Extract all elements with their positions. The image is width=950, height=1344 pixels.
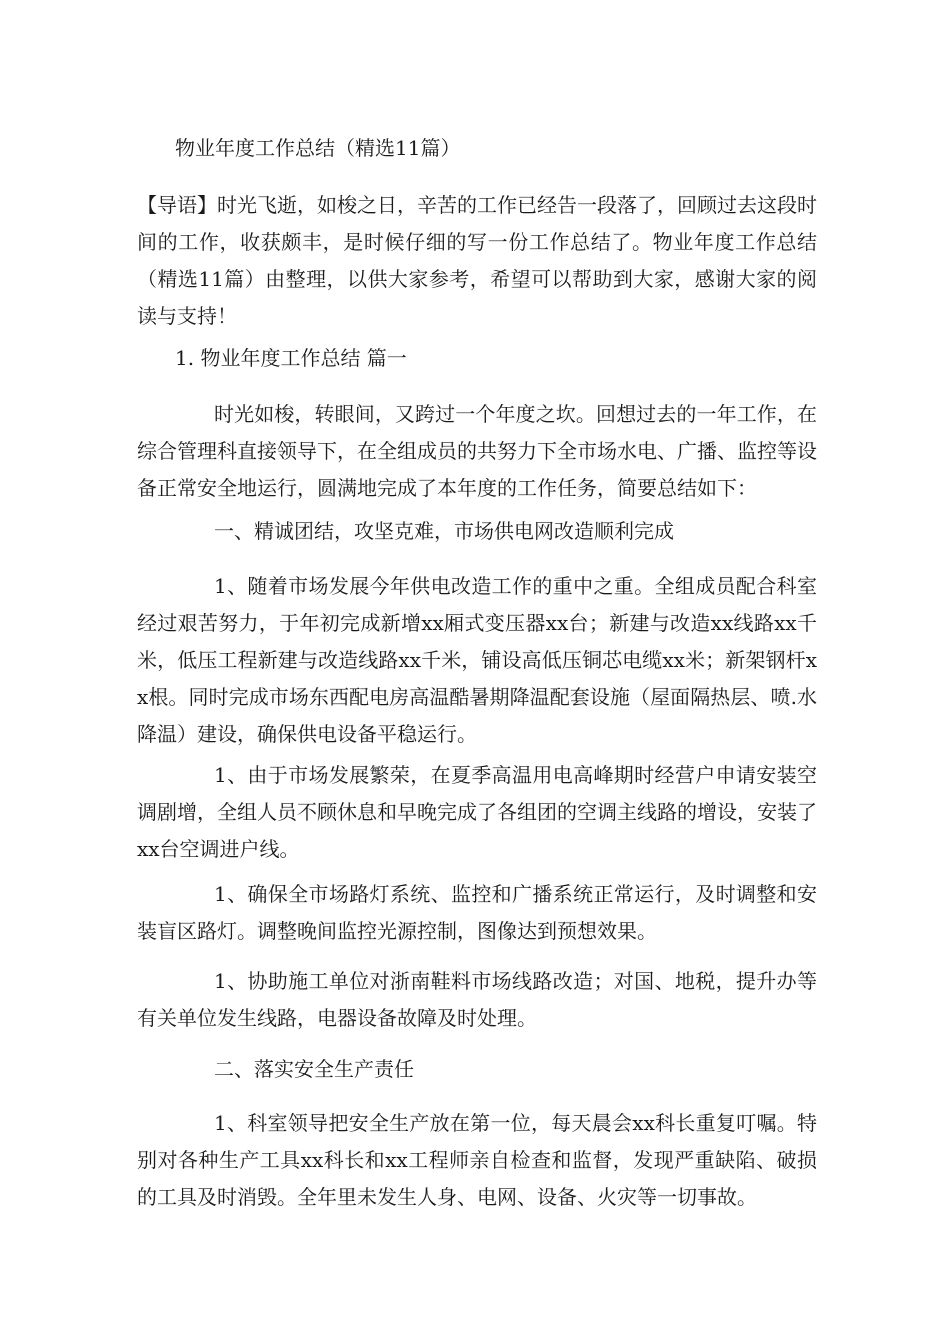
subheading-2: 二、落实安全生产责任 bbox=[214, 1057, 414, 1081]
paragraph-item-c: 1、确保全市场路灯系统、监控和广播系统正常运行，及时调整和安装盲区路灯。调整晚间监控光源控制，图像达到预想效果。 bbox=[137, 882, 817, 943]
subheading-1: 一、精诚团结，攻坚克难，市场供电网改造顺利完成 bbox=[214, 519, 674, 543]
document-title: 物业年度工作总结（精选11篇） bbox=[175, 136, 461, 160]
paragraph-item-b: 1、由于市场发展繁荣，在夏季高温用电高峰期时经营户申请安装空调剧增，全组人员不顾休息和早晚完成了各组团的空调主线路的增设，安装了xx台空调进户线。 bbox=[137, 763, 817, 861]
intro-paragraph: 【导语】时光飞逝，如梭之日，辛苦的工作已经告一段落了，回顾过去这段时间的工作，收获颇丰，是时候仔细的写一份工作总结了。物业年度工作总结（精选11篇）由整理，以供大家参考，希望可以帮助到大家，感谢大家的阅读与支持！ bbox=[137, 193, 817, 328]
opening-paragraph: 时光如梭，转眼间，又跨过一个年度之坎。回想过去的一年工作，在综合管理科直接领导下，在全组成员的共努力下全市场水电、广播、监控等设备正常安全地运行，圆满地完成了本年度的工作任务，简要总结如下： bbox=[137, 402, 817, 500]
paragraph-item-a: 1、随着市场发展今年供电改造工作的重中之重。全组成员配合科室经过艰苦努力，于年初完成新增xx厢式变压器xx台；新建与改造xx线路xx千米，低压工程新建与改造线路xx千米，铺设高低压铜芯电缆xx米；新架钢杆xx根。同时完成市场东西配电房高温酷暑期降温配套设施（屋面隔热层、喷.水降温）建设，确保供电设备平稳运行。 bbox=[137, 574, 817, 746]
paragraph-item-d: 1、协助施工单位对浙南鞋料市场线路改造；对国、地税，提升办等有关单位发生线路，电器设备故障及时处理。 bbox=[137, 969, 817, 1030]
paragraph-item-e: 1、科室领导把安全生产放在第一位，每天晨会xx科长重复叮嘱。特别对各种生产工具xx科长和xx工程师亲自检查和监督，发现严重缺陷、破损的工具及时消毁。全年里未发生人身、电网、设备、火灾等一切事故。 bbox=[137, 1111, 817, 1209]
section-heading: 1. 物业年度工作总结 篇一 bbox=[175, 346, 407, 370]
